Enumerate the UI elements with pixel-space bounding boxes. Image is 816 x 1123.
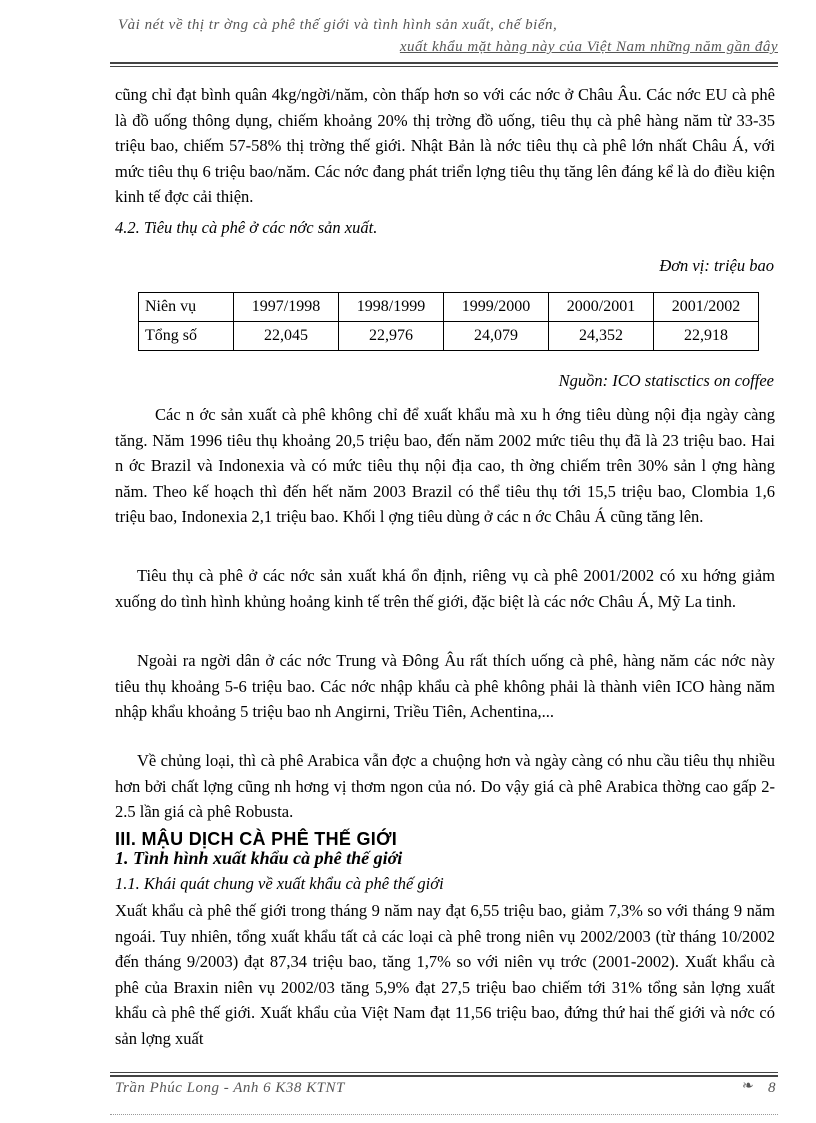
running-header <box>110 17 778 63</box>
table-cell: 22,045 <box>234 322 339 351</box>
table-cell: 22,976 <box>339 322 444 351</box>
paragraph-arabica: Về chủng loại, thì cà phê Arabica vẫn đợc a chuộng hơn và ngày càng có nhu cầu tiêu thụ nhiều hơn bởi chất lợng cũng nh hơng vị thơm ngon của nó. Do vậy giá cà phê Arabica thờng cao gấp 2-2.5 lần giá cà phê Robusta. <box>115 751 775 821</box>
table-cell: Niên vụ <box>139 293 234 322</box>
header-line-1: Vài nét về thị tr ờng cà phê thế giới và tình hình sản xuất, chế biến, <box>118 17 558 33</box>
table-cell: 1998/1999 <box>339 293 444 322</box>
paragraph-consumption-europe: cũng chỉ đạt bình quân 4kg/ngời/năm, còn thấp hơn so với các nớc ở Châu Âu. Các nớc EU cà phê là đồ uống thông dụng, chiếm khoảng 20% thị trờng đồ uống, tiêu thụ cà phê hàng năm từ 33-35 triệu bao, chiếm 57-58% thị trờng thế giới. Nhật Bản là nớc tiêu thụ cà phê lớn nhất Châu Á, với mức tiêu thụ 6 triệu bao/năm. Các nớc đang phát triển lợng tiêu thụ tăng lên đáng kể là do điều kiện kinh tế đợc cải thiện. <box>115 85 775 206</box>
paragraph-eastern-europe: Ngoài ra ngời dân ở các nớc Trung và Đông Âu rất thích uống cà phê, hàng năm các nớc này tiêu thụ khoảng 5-6 triệu bao. Các nớc nhập khẩu cà phê không phải là thành viên ICO hàng năm nhập khẩu khoảng 5 triệu bao nh Angirni, Triều Tiên, Achentina,... <box>115 651 775 721</box>
paragraph-export-overview: Xuất khẩu cà phê thế giới trong tháng 9 năm nay đạt 6,55 triệu bao, giảm 7,3% so với tháng 9 năm ngoái. Tuy nhiên, tổng xuất khẩu tất cả các loại cà phê trong niên vụ 2002/2003 (từ tháng 10/2002 đến tháng 9/2003) đạt 87,34 triệu bao, tăng 1,7% so với niên vụ trớc (2001-2002). Xuất khẩu cà phê của Braxin niên vụ 2002/03 tăng 5,9% đạt 27,5 triệu bao chiếm tới 31% tổng sản lợng xuất khẩu cà phê thế giới. Xuất khẩu của Việt Nam đạt 11,56 triệu bao, đứng thứ hai thế giới và nớc có sản lợng xuất <box>115 901 775 1048</box>
table-cell: Tổng số <box>139 322 234 351</box>
footer-dotted-line <box>110 1114 778 1115</box>
table-header-row <box>139 293 759 322</box>
table-cell: 24,352 <box>549 322 654 351</box>
table-cell: 1997/1998 <box>234 293 339 322</box>
section-3-heading: III. MẬU DỊCH CÀ PHÊ THẾ GIỚI <box>115 829 398 849</box>
header-rule <box>110 62 778 64</box>
paragraph-stable-consumption: Tiêu thụ cà phê ở các nớc sản xuất khá ổn định, riêng vụ cà phê 2001/2002 có xu hớng giảm xuống do tình hình khủng hoảng kinh tế trên thế giới, đặc biệt là các nớc Châu Á, Mỹ La tinh. <box>115 566 775 611</box>
table-cell: 1999/2000 <box>444 293 549 322</box>
source-label: Nguồn: ICO statisctics on coffee <box>558 371 774 390</box>
footer-rule-thin <box>110 1072 778 1073</box>
header-line-2: xuất khẩu mặt hàng này của Việt Nam những năm gần đây <box>399 39 778 55</box>
paragraph-producer-consumption: Các n ớc sản xuất cà phê không chỉ để xuất khẩu mà xu h ớng tiêu dùng nội địa ngày càng tăng. Năm 1996 tiêu thụ khoảng 20,5 triệu bao, đến năm 2002 mức tiêu thụ đã là 23 triệu bao. Hai n ớc Brazil và Indonexia và có mức tiêu thụ nội địa cao, th ờng chiếm trên 30% sản l ợng hàng năm. Theo kế hoạch thì đến hết năm 2003 Brazil có thể tiêu thụ tới 15,5 triệu bao, Clombia 1,6 triệu bao, Indonexia 2,1 triệu bao. Khối l ợng tiêu dùng ở các n ớc Châu Á cũng tăng lên. <box>115 405 775 526</box>
footer-author: Trần Phúc Long - Anh 6 K38 KTNT <box>115 1080 345 1096</box>
table-cell: 2000/2001 <box>549 293 654 322</box>
unit-label: Đơn vị: triệu bao <box>659 256 774 275</box>
footer-rule <box>110 1075 778 1077</box>
table-row <box>139 322 759 351</box>
ornament-icon: ❧ <box>742 1079 754 1094</box>
header-rule-thin <box>110 66 778 67</box>
consumption-table <box>138 292 759 351</box>
heading-4-2: 4.2. Tiêu thụ cà phê ở các nớc sản xuất. <box>115 218 378 237</box>
subsection-1-1-heading: 1.1. Khái quát chung về xuất khẩu cà phê thế giới <box>115 874 444 893</box>
table-cell: 2001/2002 <box>654 293 759 322</box>
page-number: 8 <box>768 1080 776 1096</box>
subsection-1-heading: 1. Tình hình xuất khẩu cà phê thế giới <box>115 848 403 868</box>
table-cell: 22,918 <box>654 322 759 351</box>
table-cell: 24,079 <box>444 322 549 351</box>
